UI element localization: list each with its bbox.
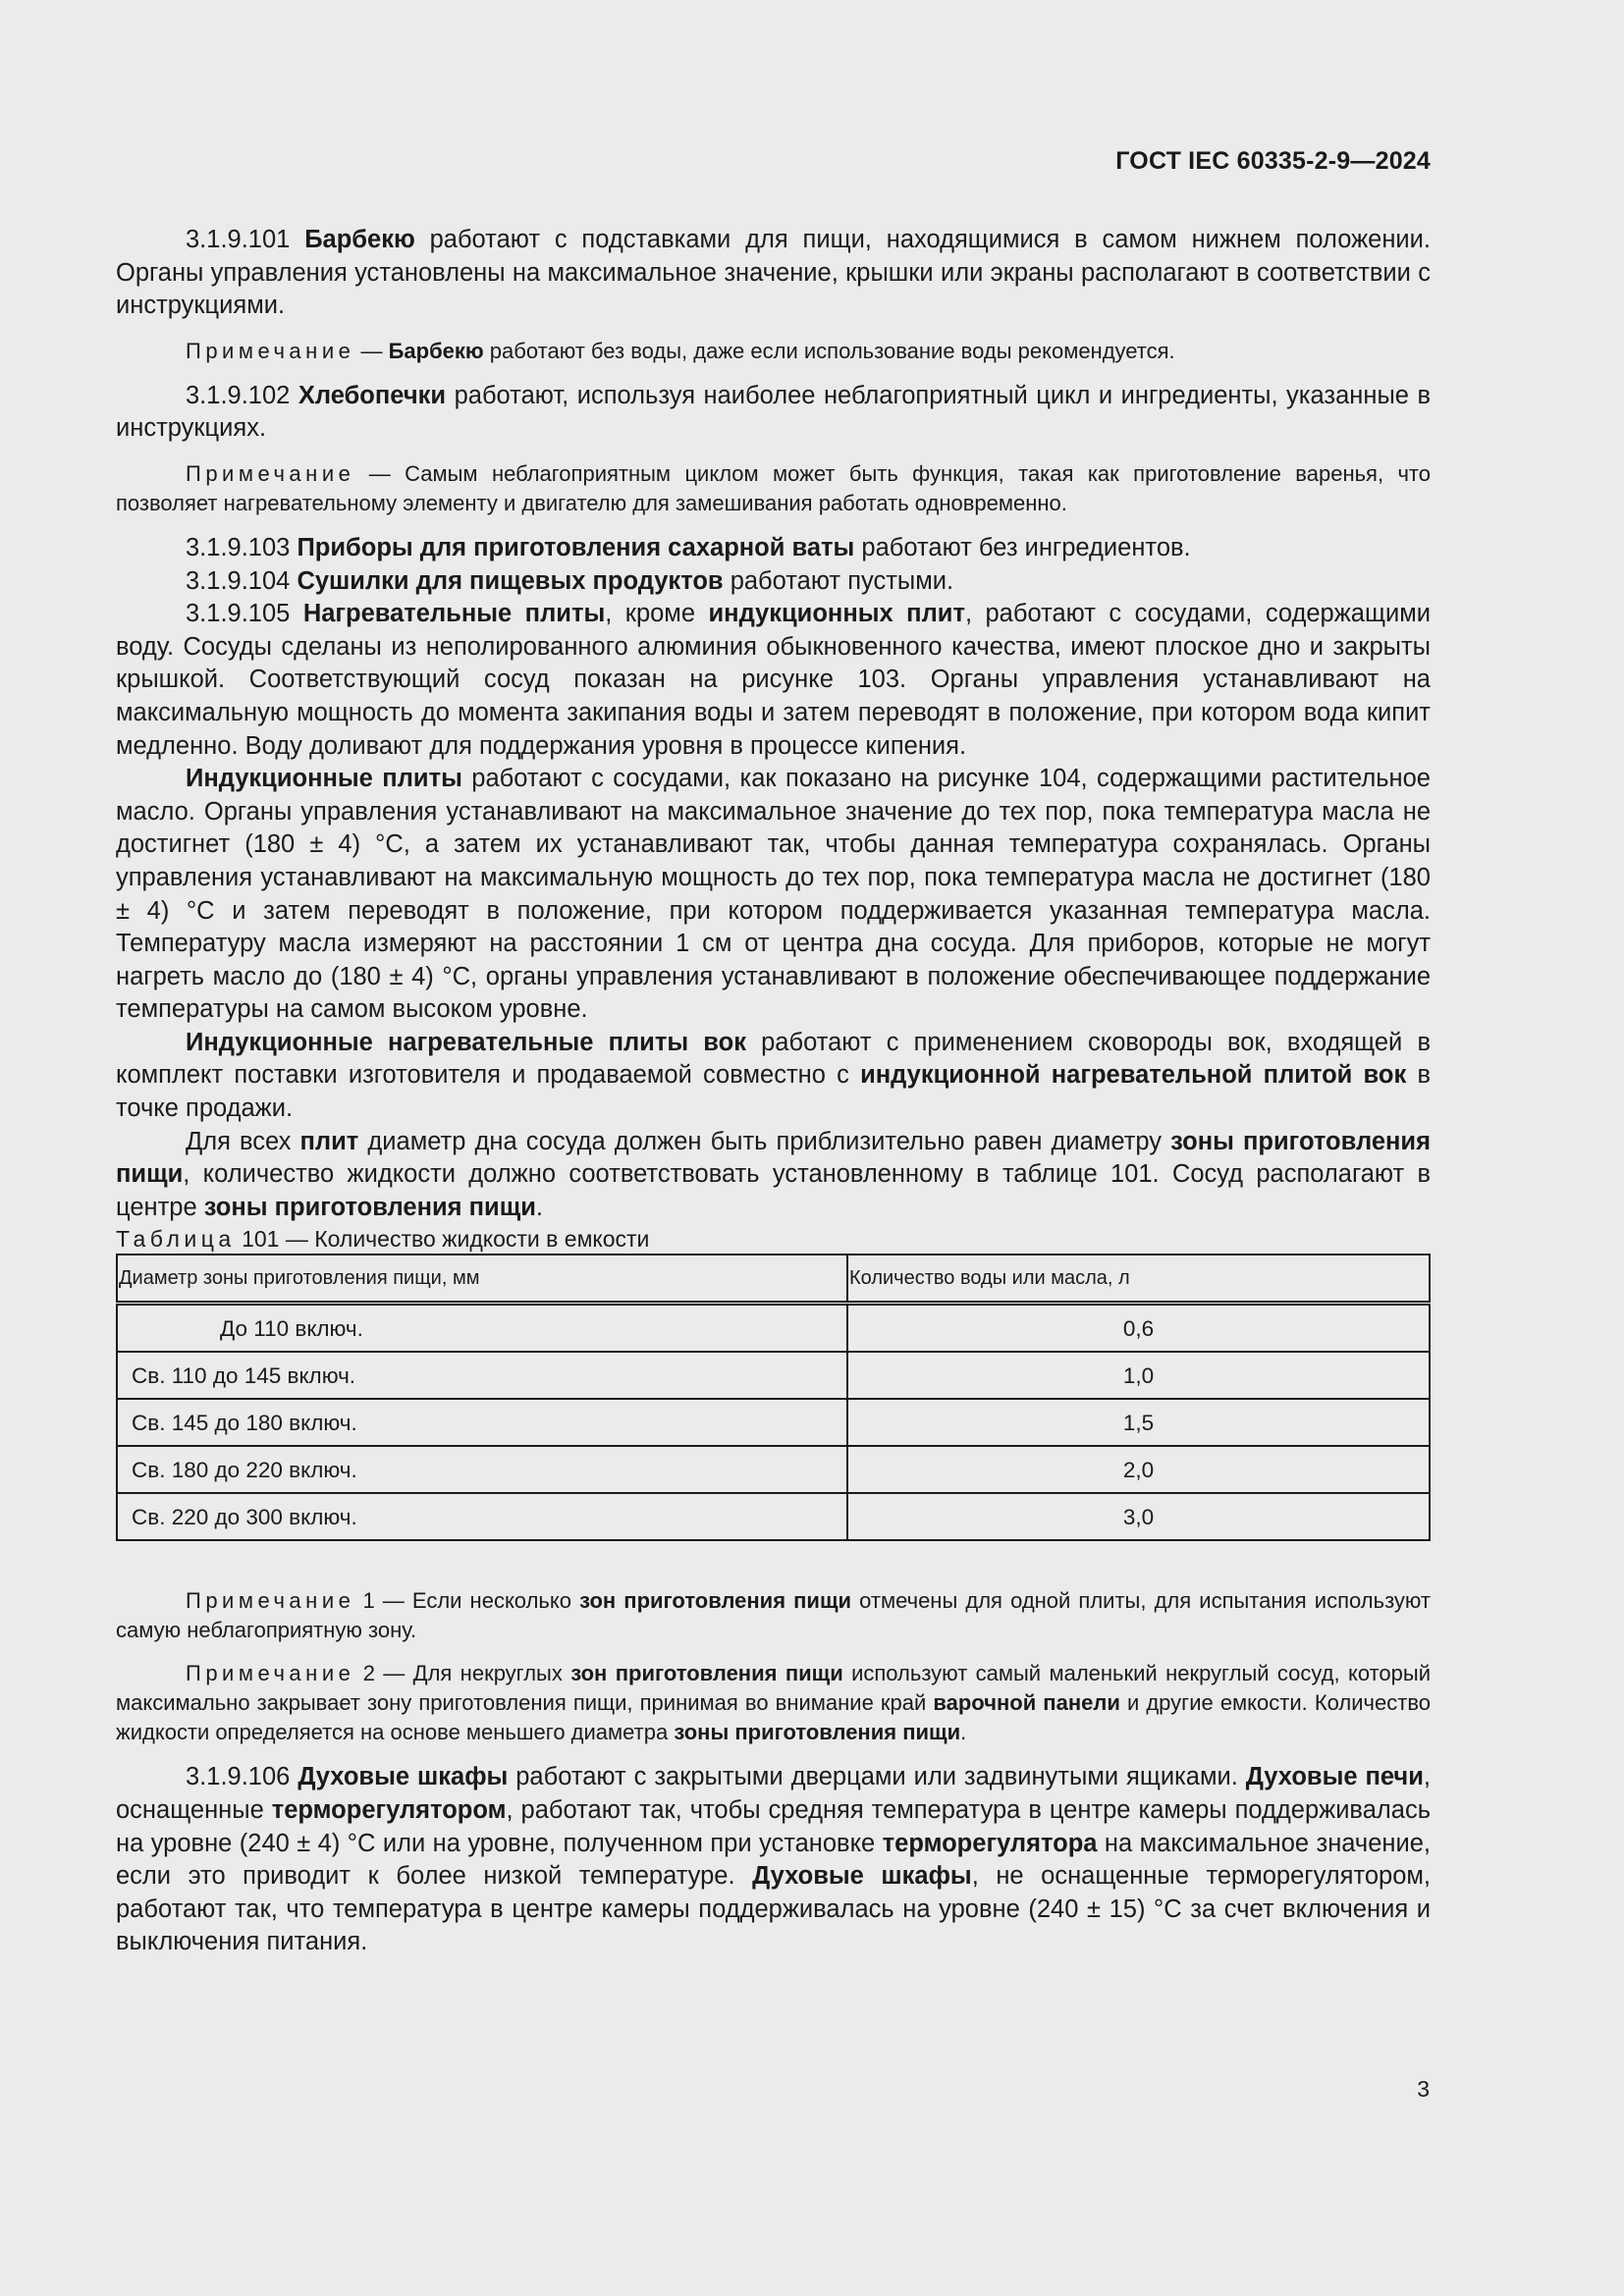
term: терморегулятором (271, 1796, 507, 1825)
table-header-row (117, 1255, 1430, 1304)
text: 1 — Если несколько (354, 1588, 580, 1614)
term: индукционных плит (708, 600, 965, 628)
term: Духовые шкафы (298, 1763, 509, 1791)
text: работают с применением сковороды вок, входящей в комплект поставки изготовителя и продаваемой совместно с (116, 1028, 1431, 1090)
document-body (116, 224, 1431, 1959)
term: Барбекю (304, 226, 415, 253)
term: зоны приготовления пищи (116, 1127, 1431, 1189)
paragraph-wok-hobs (116, 1027, 1431, 1126)
page-number: 3 (1417, 2076, 1430, 2102)
text: работают без воды, даже если использование воды рекомендуется. (483, 338, 1175, 363)
term: Барбекю (388, 338, 484, 363)
cell-diameter: Св. 145 до 180 включ. (117, 1399, 847, 1446)
liquid-quantity-table (116, 1254, 1431, 1541)
text: , кроме (605, 600, 709, 628)
text: . (960, 1720, 967, 1745)
table-caption-text: 101 — Количество жидкости в емкости (235, 1226, 650, 1253)
paragraph-3-1-9-101 (116, 224, 1431, 323)
cell-diameter: Св. 180 до 220 включ. (117, 1446, 847, 1493)
note-label: Примечание (186, 460, 355, 486)
term: плит (299, 1127, 359, 1155)
term: Индукционные нагревательные плиты вок (186, 1028, 746, 1056)
cell-quantity: 0,6 (847, 1304, 1430, 1353)
cell-diameter: До 110 включ. (117, 1304, 847, 1353)
table-note-1 (116, 1586, 1431, 1645)
text: в точке продажи. (116, 1061, 1431, 1123)
clause-number: 3.1.9.105 (186, 600, 303, 628)
cell-diameter: Св. 110 до 145 включ. (117, 1352, 847, 1399)
note-label: Примечание (186, 1588, 355, 1614)
paragraph-all-hobs (116, 1126, 1431, 1225)
text: работают, используя наиболее неблагоприятный цикл и ингредиенты, указанные в инструкциях. (116, 381, 1431, 443)
text: работают с закрытыми дверцами или задвинутыми ящиками. (508, 1763, 1246, 1791)
term: Духовые шкафы (752, 1862, 972, 1891)
text: 2 — Для некруглых (354, 1661, 571, 1686)
text: , работают так, чтобы средняя температура в центре камеры поддерживалась на уровне (240 ± 4) °С или на уровне, полученном при установке (116, 1796, 1431, 1857)
text: работают пустыми. (723, 566, 954, 595)
term: зон приготовления пищи (570, 1661, 843, 1686)
term: Хлебопечки (298, 381, 447, 409)
cell-quantity: 1,0 (847, 1352, 1430, 1399)
note-label: Примечание (186, 1661, 355, 1686)
term: зон приготовления пищи (579, 1588, 852, 1614)
clause-number: 3.1.9.102 (186, 381, 298, 409)
clause-number: 3.1.9.106 (186, 1763, 298, 1791)
text: отмечены для одной плиты, для испытания используют самую неблагоприятную зону. (116, 1588, 1431, 1643)
cell-quantity: 2,0 (847, 1446, 1430, 1493)
text: и другие емкости. Количество жидкости определяется на основе меньшего диаметра (116, 1690, 1431, 1745)
cell-quantity: 3,0 (847, 1493, 1430, 1540)
term: Сушилки для пищевых продуктов (297, 566, 724, 595)
term: Индукционные плиты (186, 765, 462, 793)
paragraph-3-1-9-106 (116, 1761, 1431, 1959)
cell-quantity: 1,5 (847, 1399, 1430, 1446)
note-barbecue (116, 337, 1431, 366)
text: , оснащенные (116, 1763, 1432, 1825)
clause-number: 3.1.9.104 (186, 566, 298, 595)
paragraph-3-1-9-104 (116, 565, 1431, 599)
term: терморегулятора (882, 1829, 1098, 1857)
table-caption (116, 1224, 1431, 1254)
text: , работают с сосудами, содержащими воду. Сосуды сделаны из неполированного алюминия обыкновенного качества, имеют плоское дно и закрыты крышкой. Соответствующий сосуд показан на рисунке 103. Органы управления устанавливают на максимальную мощность до момента закипания воды и затем переводят в положение, при котором вода кипит медленно. Воду доливают для поддержания уровня в процессе кипения. (116, 600, 1431, 760)
note-label: Примечание (186, 338, 355, 363)
clause-number: 3.1.9.101 (186, 226, 305, 253)
table-row (117, 1352, 1430, 1399)
column-header-quantity: Количество воды или масла, л (847, 1255, 1430, 1304)
paragraph-3-1-9-105 (116, 598, 1431, 763)
paragraph-3-1-9-103 (116, 532, 1431, 565)
clause-number: 3.1.9.103 (186, 533, 298, 561)
text: — (354, 338, 389, 363)
text: работают с сосудами, как показано на рисунке 104, содержащими растительное масло. Органы управления устанавливают на максимальное значение до тех пор, пока температура масла не достигнет (180 ± 4) °С, а затем их устанавливают так, чтобы данная температура сохранялась. Органы управления устанавливают на максимальную мощность до тех пор, пока температура масла не достигнет (180 ± 4) °С и затем переводят в положение, при котором поддерживается указанная температура масла. Температуру масла измеряют на расстоянии 1 см от центра дна сосуда. Для приборов, которые не могут нагреть масло до (180 ± 4) °С, органы управления устанавливают в положение обеспечивающее поддержание температуры на самом высоком уровне. (116, 765, 1431, 1024)
column-header-diameter: Диаметр зоны приготовления пищи, мм (117, 1255, 847, 1304)
paragraph-induction-hobs (116, 763, 1431, 1027)
text: на максимальное значение, если это приводит к более низкой температуре. (116, 1829, 1431, 1891)
note-bread-maker (116, 459, 1431, 518)
text: — Самым неблагоприятным циклом может быть функция, такая как приготовление варенья, что позволяет нагревательному элементу и двигателю для замешивания работать одновременно. (116, 460, 1431, 515)
table-row (117, 1399, 1430, 1446)
document-code-header: ГОСТ IEC 60335-2-9—2024 (1115, 147, 1431, 175)
paragraph-3-1-9-102 (116, 380, 1431, 446)
text: , количество жидкости должно соответствовать установленному в таблице 101. Сосуд располагают в центре (116, 1160, 1431, 1221)
term: зоны приготовления пищи (203, 1193, 536, 1221)
text: , не оснащенные терморегулятором, работают так, что температура в центре камеры поддерживалась на уровне (240 ± 15) °С за счет включения и выключения питания. (116, 1862, 1432, 1956)
text: работают без ингредиентов. (854, 533, 1191, 561)
term: Приборы для приготовления сахарной ваты (297, 533, 855, 561)
table-caption-label: Таблица (116, 1226, 236, 1253)
term: зоны приготовления пищи (674, 1720, 961, 1745)
table-row (117, 1493, 1430, 1540)
term: Духовые печи (1245, 1763, 1424, 1791)
table-row (117, 1446, 1430, 1493)
text: используют самый маленький некруглый сосуд, который максимально закрывает зону приготовления пищи, принимая во внимание край (116, 1661, 1431, 1716)
cell-diameter: Св. 220 до 300 включ. (117, 1493, 847, 1540)
text: диаметр дна сосуда должен быть приблизительно равен диаметру (358, 1127, 1171, 1155)
text: Для всех (186, 1127, 300, 1155)
term: индукционной нагревательной плитой вок (860, 1061, 1407, 1090)
table-note-2 (116, 1659, 1431, 1747)
term: варочной панели (933, 1690, 1120, 1716)
text: работают с подставками для пищи, находящимися в самом нижнем положении. Органы управления установлены на максимальное значение, крышки или экраны располагают в соответствии с инструкциями. (116, 226, 1431, 320)
term: Нагревательные плиты (302, 600, 606, 628)
text: . (535, 1193, 543, 1221)
table-row (117, 1304, 1430, 1353)
